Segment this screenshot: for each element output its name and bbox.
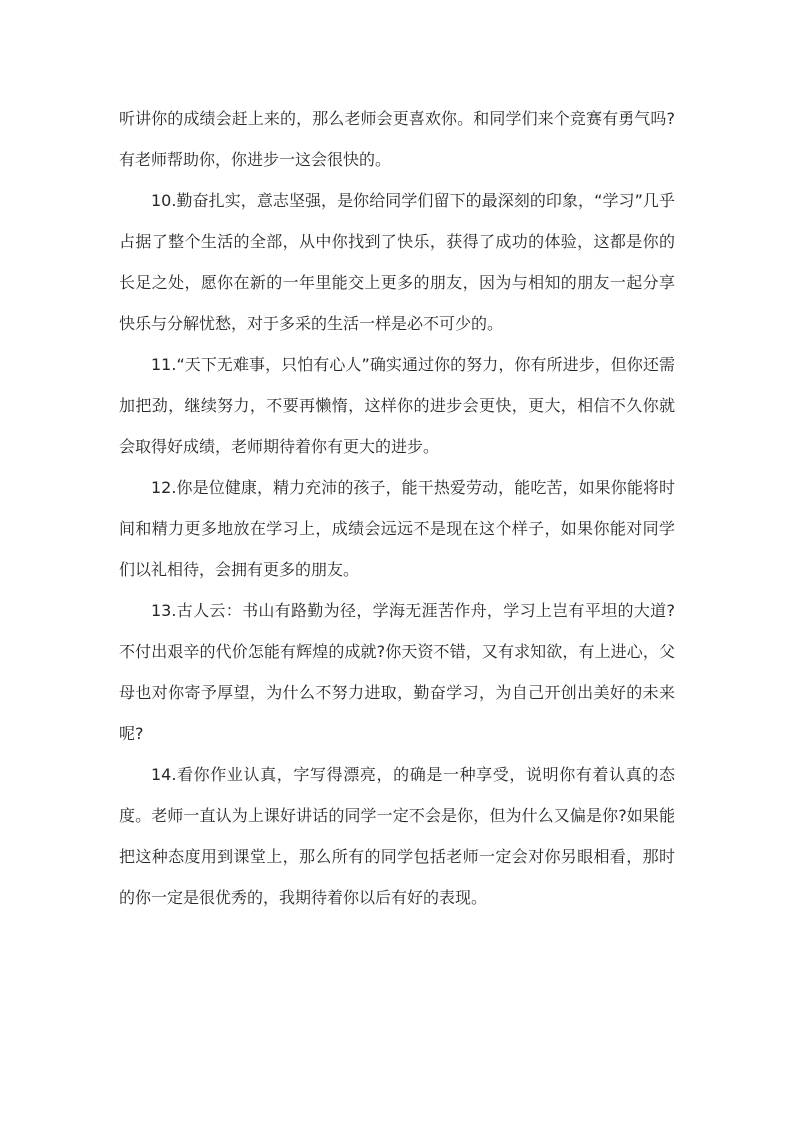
paragraph-10: 10.勤奋扎实，意志坚强，是你给同学们留下的最深刻的印象，“学习”几乎占据了整个生活的全部，从中你找到了快乐，获得了成功的体验，这都是你的长足之处，愿你在新的一年里能交上更多的朋友，因为与相知的朋友一起分享快乐与分解忧愁，对于多采的生活一样是必不可少的。 xyxy=(119,191,675,333)
paragraph-13: 13.古人云：书山有路勤为径，学海无涯苦作舟，学习上岂有平坦的大道?不付出艰辛的代价怎能有辉煌的成就?你天资不错，又有求知欲，有上进心，父母也对你寄予厚望，为什么不努力进取，勤奋学习，为自己开创出美好的未来呢? xyxy=(119,601,675,743)
paragraph-14: 14.看你作业认真，字写得漂亮，的确是一种享受，说明你有着认真的态度。老师一直认为上课好讲话的同学一定不会是你，但为什么又偏是你?如果能把这种态度用到课堂上，那么所有的同学包括老师一定会对你另眼相看，那时的你一定是很优秀的，我期待着你以后有好的表现。 xyxy=(119,765,675,907)
paragraph-continuation: 听讲你的成绩会赶上来的，那么老师会更喜欢你。和同学们来个竞赛有勇气吗?有老师帮助你，你进步一这会很快的。 xyxy=(119,109,675,169)
paragraph-12: 12.你是位健康，精力充沛的孩子，能干热爱劳动，能吃苦，如果你能将时间和精力更多地放在学习上，成绩会远远不是现在这个样子，如果你能对同学们以礼相待，会拥有更多的朋友。 xyxy=(119,478,675,579)
paragraph-11: 11.“天下无难事，只怕有心人”确实通过你的努力，你有所进步，但你还需加把劲，继续努力，不要再懒惰，这样你的进步会更快，更大，相信不久你就会取得好成绩，老师期待着你有更大的进步。 xyxy=(119,355,675,456)
document-body xyxy=(119,98,675,918)
